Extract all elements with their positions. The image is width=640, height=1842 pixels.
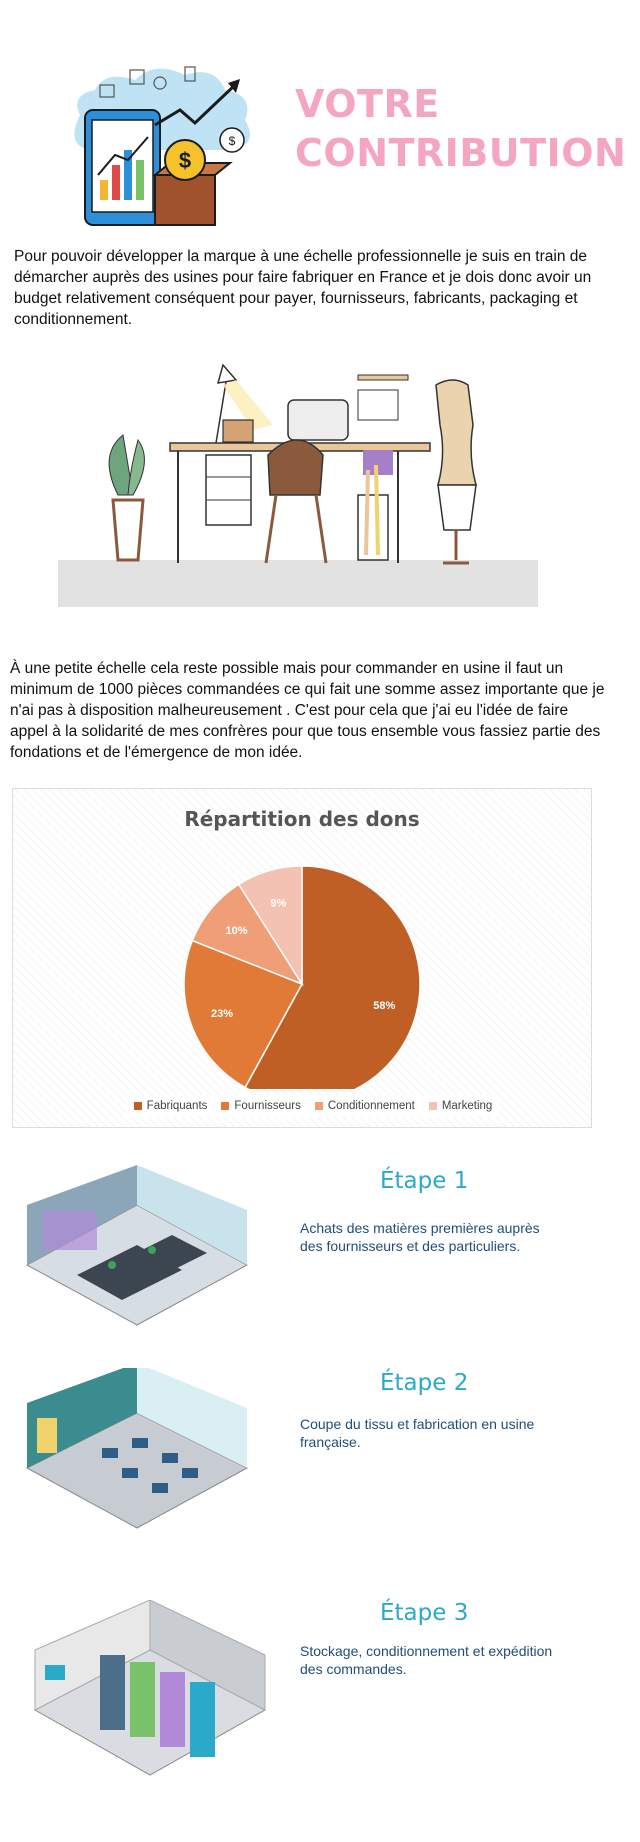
step-1-text: Achats des matières premières auprès des fournisseurs et des particuliers. [300,1220,540,1254]
svg-text:$: $ [178,148,192,173]
legend-swatch [134,1102,142,1110]
page-title [295,80,626,178]
title-line-2: CONTRIBUTION [295,131,627,175]
legend-item-fabriquants: Fabriquants [134,1100,208,1112]
finance-illustration [60,55,270,235]
legend-item-marketing: Marketing [429,1100,493,1112]
pie-chart [13,789,591,1089]
donation-chart [12,788,592,1128]
pie-label-conditionnement: 10% [225,924,248,937]
svg-text:$: $ [228,134,236,148]
legend-item-conditionnement: Conditionnement [315,1100,415,1112]
legend-item-fournisseurs: Fournisseurs [221,1100,300,1112]
second-paragraph: À une petite échelle cela reste possible mais pour commander en usine il faut un minimum de 1000 pièces commandées ce qui fait une somme assez importante que je n'ai pas à disposition malheureusement . C'est pour cela que j'ai eu l'idée de faire appel à la solidarité de mes confrères pour que tous ensemble vous fassiez partie des fondations et de l'émergence de mon idée. [10,660,605,761]
step-1-title: Étape 1 [380,1168,469,1194]
step-2-title: Étape 2 [380,1370,469,1396]
step-3-title: Étape 3 [380,1600,469,1626]
step-3-storage-illustration [30,1600,270,1795]
sewing-workshop-illustration [58,355,538,607]
pie-label-fournisseurs: 23% [211,1007,234,1020]
intro-paragraph: Pour pouvoir développer la marque à une échelle professionnelle je suis en train de démarcher auprès des usines pour faire fabriquer en France et je dois donc avoir un budget relativement conséquent pour payer, fournisseurs, fabricants, packaging et conditionnement. [14,248,592,328]
legend-swatch [221,1102,229,1110]
pie-label-fabriquants: 58% [373,1000,396,1013]
step-3-text: Stockage, conditionnement et expédition des commandes. [300,1643,553,1677]
step-2-text: Coupe du tissu et fabrication en usine française. [300,1416,535,1450]
chart-legend [127,1095,499,1117]
legend-swatch [429,1102,437,1110]
step-1-warehouse-illustration [22,1165,252,1340]
step-2-factory-illustration [22,1368,252,1543]
chart-title: Répartition des dons [184,807,420,831]
title-line-1: VOTRE [295,82,440,126]
legend-swatch [315,1102,323,1110]
pie-label-marketing: 9% [270,897,287,910]
